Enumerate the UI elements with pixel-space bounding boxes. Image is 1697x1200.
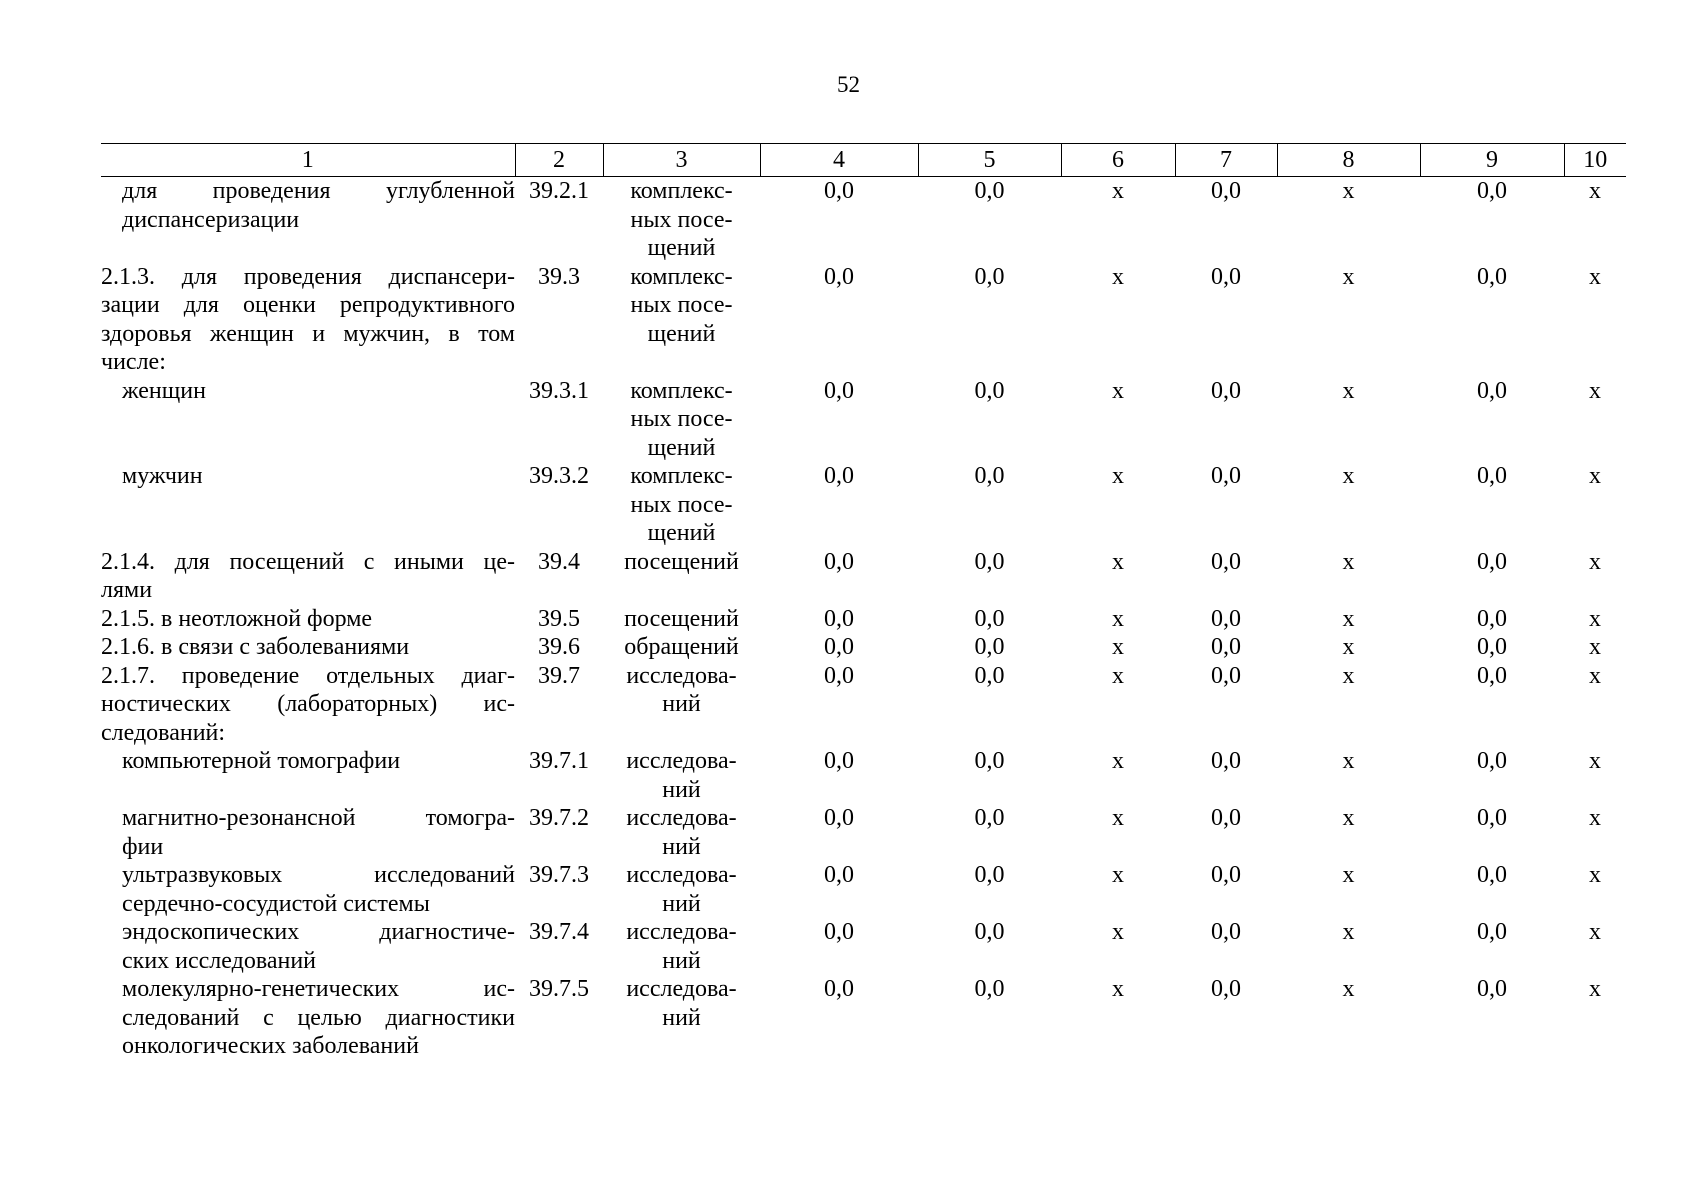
value-cell: 0,0 (1477, 178, 1507, 204)
value-cell: 0,0 (1211, 605, 1241, 632)
value-cell: х (1342, 976, 1355, 1002)
unit-cell (603, 605, 760, 634)
value-cell: 0,0 (974, 377, 1005, 404)
value-cell: х (1342, 748, 1355, 774)
column-header: 3 (603, 144, 760, 177)
value-cell: 0,0 (1477, 463, 1507, 489)
row-code-cell: 39.7.1 (529, 748, 589, 774)
indicator-name-cell (101, 918, 515, 975)
unit-line: комплекс- (630, 178, 733, 204)
unit-cell (603, 263, 760, 377)
indicator-name-line: числе: (101, 349, 166, 375)
unit-line: ний (662, 776, 701, 803)
unit-cell (603, 662, 760, 748)
value-cell: 0,0 (974, 548, 1005, 575)
unit-line: ных посе- (630, 292, 733, 318)
value-cell: х (1112, 919, 1124, 945)
value-cell: х (1342, 605, 1355, 632)
indicator-name-cell (101, 605, 515, 634)
value-cell: 0,0 (1211, 662, 1241, 689)
column-number-row (101, 144, 1626, 177)
value-cell: 0,0 (824, 634, 854, 660)
value-cell: 0,0 (1211, 862, 1241, 888)
value-cell: х (1589, 662, 1601, 689)
row-code-cell: 39.4 (538, 548, 580, 575)
unit-line: щений (647, 434, 716, 461)
indicator-name-line: компьютерной томографии (122, 748, 401, 774)
value-cell: х (1342, 662, 1355, 689)
table-row (101, 861, 1626, 918)
indicator-name-line: ностических (лабораторных) ис- (101, 691, 515, 717)
unit-cell (603, 747, 760, 804)
indicator-name-line: фии (122, 833, 164, 860)
unit-line: исследова- (626, 862, 737, 888)
value-cell: 0,0 (824, 178, 854, 204)
row-code-cell: 39.3.1 (529, 377, 589, 404)
value-cell: 0,0 (1211, 548, 1241, 575)
value-cell: 0,0 (824, 605, 854, 632)
value-cell: х (1112, 976, 1124, 1002)
value-cell: 0,0 (974, 634, 1005, 660)
column-header: 9 (1420, 144, 1564, 177)
value-cell: х (1589, 805, 1601, 831)
column-header: 8 (1277, 144, 1420, 177)
indicator-name-line: женщин (122, 377, 206, 404)
column-header: 2 (515, 144, 603, 177)
value-cell: 0,0 (1211, 463, 1241, 489)
unit-line: посещений (624, 605, 739, 632)
indicator-name-line: лями (101, 577, 153, 603)
value-cell: 0,0 (824, 548, 854, 575)
value-cell: 0,0 (824, 662, 854, 689)
indicator-name-line: магнитно-резонансной томогра- (122, 805, 515, 831)
table-row (101, 804, 1626, 861)
value-cell: х (1342, 178, 1355, 204)
indicator-name-line: для проведения углубленной (122, 178, 515, 204)
indicator-name-cell (101, 662, 515, 748)
indicator-name-cell (101, 377, 515, 463)
indicator-name-cell (101, 263, 515, 377)
table-row (101, 605, 1626, 634)
value-cell: х (1342, 463, 1355, 489)
column-header: 7 (1175, 144, 1277, 177)
indicator-name-line: мужчин (122, 463, 203, 489)
unit-line: обращений (624, 634, 739, 660)
unit-line: исследова- (626, 919, 737, 945)
unit-cell (603, 861, 760, 918)
unit-line: ных посе- (630, 491, 733, 518)
value-cell: 0,0 (1477, 919, 1507, 945)
value-cell: 0,0 (824, 919, 854, 945)
indicator-name-line: 2.1.6. в связи с заболеваниями (101, 634, 410, 660)
unit-cell (603, 548, 760, 605)
row-code-cell: 39.7.4 (529, 919, 589, 945)
value-cell: х (1112, 662, 1124, 689)
unit-line: исследова- (626, 976, 737, 1002)
indicator-name-cell (101, 747, 515, 804)
row-code-cell: 39.2.1 (529, 178, 589, 204)
table-row (101, 263, 1626, 377)
value-cell: 0,0 (1211, 634, 1241, 660)
value-cell: 0,0 (1477, 805, 1507, 831)
unit-line: щений (647, 320, 716, 347)
column-header: 1 (101, 144, 515, 177)
value-cell: х (1589, 862, 1601, 888)
unit-line: комплекс- (630, 463, 733, 489)
unit-line: посещений (624, 548, 739, 575)
value-cell: х (1342, 377, 1355, 404)
value-cell: х (1112, 377, 1124, 404)
value-cell: 0,0 (1477, 605, 1507, 632)
unit-line: щений (647, 520, 716, 546)
table-row (101, 462, 1626, 548)
value-cell: 0,0 (824, 748, 854, 774)
value-cell: 0,0 (1211, 919, 1241, 945)
value-cell: 0,0 (974, 662, 1005, 689)
value-cell: х (1589, 548, 1601, 575)
table-row (101, 918, 1626, 975)
value-cell: х (1342, 805, 1355, 831)
value-cell: 0,0 (974, 976, 1005, 1002)
unit-cell (603, 377, 760, 463)
table-row (101, 177, 1626, 263)
indicator-name-line: зации для оценки репродуктивного (101, 292, 515, 318)
value-cell: х (1112, 463, 1124, 489)
table-row (101, 548, 1626, 605)
value-cell: 0,0 (824, 263, 854, 290)
value-cell: х (1589, 463, 1601, 489)
unit-line: ний (662, 1004, 701, 1031)
row-code-cell: 39.6 (538, 634, 580, 660)
value-cell: 0,0 (824, 377, 854, 404)
unit-cell (603, 975, 760, 1061)
indicator-name-line: ультразвуковых исследований (122, 862, 515, 888)
indicator-name-line: следований с целью диагностики (122, 1004, 515, 1031)
unit-line: ных посе- (630, 206, 733, 233)
value-cell: 0,0 (974, 178, 1005, 204)
value-cell: 0,0 (1477, 263, 1507, 290)
unit-line: ний (662, 691, 701, 717)
indicator-name-line: следований: (101, 719, 226, 746)
value-cell: х (1342, 862, 1355, 888)
row-code-cell: 39.5 (538, 605, 580, 632)
indicator-name-cell (101, 804, 515, 861)
unit-line: комплекс- (630, 263, 733, 290)
column-header: 4 (760, 144, 918, 177)
table-row (101, 377, 1626, 463)
value-cell: х (1342, 263, 1355, 290)
row-code-cell: 39.7.2 (529, 805, 589, 831)
value-cell: 0,0 (1211, 377, 1241, 404)
indicator-name-line: ских исследований (122, 947, 317, 974)
value-cell: 0,0 (824, 805, 854, 831)
value-cell: х (1112, 178, 1124, 204)
value-cell: 0,0 (1477, 748, 1507, 774)
row-code-cell: 39.7 (538, 662, 580, 689)
unit-cell (603, 633, 760, 662)
unit-line: ных посе- (630, 406, 733, 432)
value-cell: 0,0 (1211, 178, 1241, 204)
column-header: 6 (1061, 144, 1175, 177)
indicator-name-line: сердечно-сосудистой системы (122, 890, 430, 917)
value-cell: 0,0 (1477, 548, 1507, 575)
indicator-name-line: диспансеризации (122, 206, 300, 233)
value-cell: х (1589, 263, 1601, 290)
value-cell: х (1589, 634, 1601, 660)
column-header: 5 (918, 144, 1061, 177)
data-table (101, 143, 1626, 1061)
unit-line: ний (662, 890, 701, 917)
value-cell: 0,0 (824, 862, 854, 888)
indicator-name-line: молекулярно-генетических ис- (122, 976, 515, 1002)
table-row (101, 975, 1626, 1061)
value-cell: 0,0 (974, 263, 1005, 290)
value-cell: х (1112, 548, 1124, 575)
value-cell: 0,0 (1477, 862, 1507, 888)
indicator-name-cell (101, 633, 515, 662)
value-cell: 0,0 (824, 463, 854, 489)
value-cell: 0,0 (974, 748, 1005, 774)
value-cell: 0,0 (974, 605, 1005, 632)
value-cell: х (1342, 634, 1355, 660)
row-code-cell: 39.7.3 (529, 862, 589, 888)
table-row (101, 662, 1626, 748)
value-cell: 0,0 (1211, 748, 1241, 774)
value-cell: х (1112, 805, 1124, 831)
unit-cell (603, 918, 760, 975)
table-row (101, 747, 1626, 804)
unit-line: исследова- (626, 662, 737, 689)
row-code-cell: 39.3 (538, 263, 580, 290)
indicator-name-cell (101, 861, 515, 918)
indicator-name-line: 2.1.4. для посещений с иными це- (101, 548, 515, 575)
unit-cell (603, 804, 760, 861)
value-cell: х (1112, 605, 1124, 632)
value-cell: 0,0 (824, 976, 854, 1002)
table-body (101, 177, 1626, 1061)
value-cell: х (1112, 634, 1124, 660)
value-cell: х (1112, 862, 1124, 888)
value-cell: 0,0 (974, 805, 1005, 831)
value-cell: х (1589, 976, 1601, 1002)
unit-cell (603, 462, 760, 548)
value-cell: 0,0 (1477, 377, 1507, 404)
value-cell: 0,0 (974, 862, 1005, 888)
indicator-name-cell (101, 177, 515, 263)
unit-line: ний (662, 947, 701, 974)
unit-line: щений (647, 235, 716, 261)
unit-line: ний (662, 833, 701, 860)
value-cell: 0,0 (1477, 662, 1507, 689)
indicator-name-line: 2.1.3. для проведения диспансери- (101, 263, 515, 290)
indicator-name-line: онкологических заболеваний (122, 1033, 419, 1059)
column-header: 10 (1564, 144, 1626, 177)
indicator-name-cell (101, 975, 515, 1061)
indicator-name-cell (101, 548, 515, 605)
value-cell: х (1112, 748, 1124, 774)
indicator-name-line: здоровья женщин и мужчин, в том (101, 320, 515, 347)
indicator-name-cell (101, 462, 515, 548)
indicator-name-line: эндоскопических диагностиче- (122, 919, 515, 945)
unit-line: исследова- (626, 805, 737, 831)
value-cell: х (1112, 263, 1124, 290)
unit-line: комплекс- (630, 377, 733, 404)
value-cell: х (1589, 178, 1601, 204)
value-cell: х (1589, 605, 1601, 632)
value-cell: х (1342, 548, 1355, 575)
value-cell: х (1589, 748, 1601, 774)
page-number: 52 (837, 72, 860, 97)
value-cell: 0,0 (1211, 263, 1241, 290)
row-code-cell: 39.7.5 (529, 976, 589, 1002)
unit-line: исследова- (626, 748, 737, 774)
row-code-cell: 39.3.2 (529, 463, 589, 489)
indicator-name-line: 2.1.5. в неотложной форме (101, 605, 373, 632)
value-cell: 0,0 (1477, 634, 1507, 660)
value-cell: 0,0 (1211, 976, 1241, 1002)
value-cell: х (1589, 919, 1601, 945)
value-cell: 0,0 (974, 463, 1005, 489)
value-cell: х (1342, 919, 1355, 945)
value-cell: 0,0 (1477, 976, 1507, 1002)
value-cell: 0,0 (974, 919, 1005, 945)
indicator-name-line: 2.1.7. проведение отдельных диаг- (101, 662, 515, 689)
value-cell: х (1589, 377, 1601, 404)
table-row (101, 633, 1626, 662)
value-cell: 0,0 (1211, 805, 1241, 831)
unit-cell (603, 177, 760, 263)
